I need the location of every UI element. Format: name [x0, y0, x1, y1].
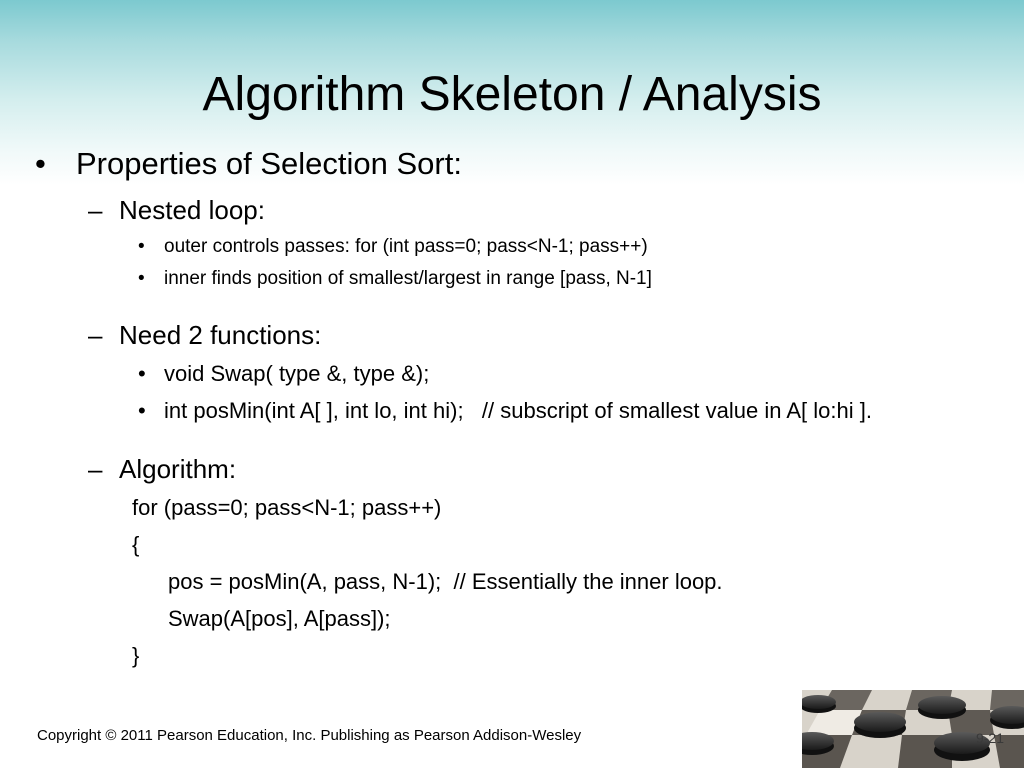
functions-item: int posMin(int A[ ], int lo, int hi); // subscript of smallest value in A[ lo:hi ]. [164, 398, 872, 423]
functions-heading: Need 2 functions: [119, 320, 322, 350]
code-line: Swap(A[pos], A[pass]); [168, 606, 391, 631]
nested-loop-item: outer controls passes: for (int pass=0; pass<N-1; pass++) [164, 236, 648, 257]
page-number: 9-21 [975, 730, 1004, 746]
nested-loop-heading: Nested loop: [119, 195, 265, 225]
dash-icon: – [88, 195, 103, 225]
sub-bullet-icon: • [138, 236, 145, 257]
main-bullet-text: Properties of Selection Sort: [76, 146, 462, 181]
copyright-footer: Copyright © 2011 Pearson Education, Inc. Publishing as Pearson Addison-Wesley [37, 727, 582, 744]
code-line: { [132, 532, 140, 557]
algorithm-heading: Algorithm: [119, 454, 237, 484]
code-line: } [132, 643, 140, 668]
functions-item: void Swap( type &, type &); [164, 361, 430, 386]
sub-bullet-icon: • [138, 268, 145, 289]
code-line: for (pass=0; pass<N-1; pass++) [132, 495, 442, 520]
bullet-dot-icon: • [35, 146, 46, 181]
slide-title: Algorithm Skeleton / Analysis [202, 68, 822, 121]
code-line: pos = posMin(A, pass, N-1); // Essentially the inner loop. [168, 569, 723, 594]
sub-bullet-icon: • [138, 398, 146, 423]
sub-bullet-icon: • [138, 361, 146, 386]
checkers-board-image [802, 690, 1024, 768]
nested-loop-item: inner finds position of smallest/largest in range [pass, N-1] [164, 268, 652, 289]
checkers-board-icon [802, 690, 1024, 768]
dash-icon: – [88, 320, 103, 350]
dash-icon: – [88, 454, 103, 484]
